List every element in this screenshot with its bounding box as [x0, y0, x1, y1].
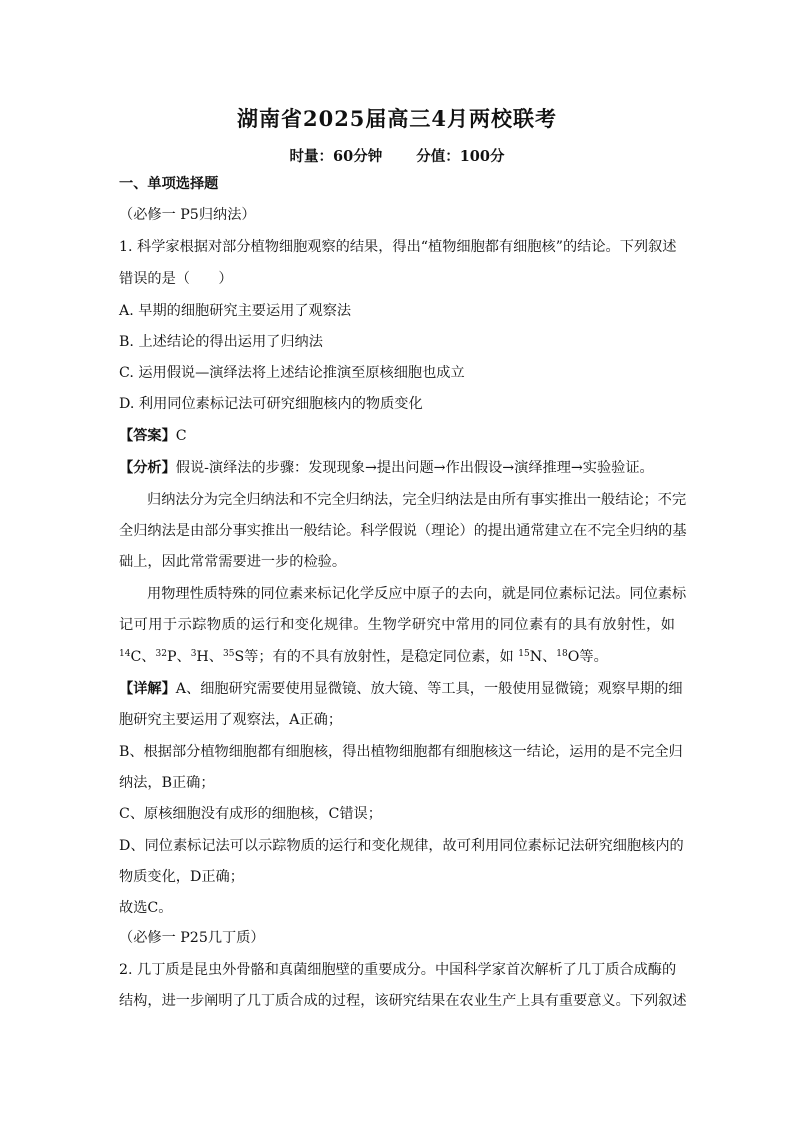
q1-analysis-p3-line-2: 记可用于示踪物质的运行和变化规律。生物学研究中常用的同位素有的具有放射性，如 — [119, 617, 675, 633]
q1-answer — [119, 427, 675, 445]
q1-analysis-line-1 — [119, 459, 675, 477]
q1-detail-line-7: 物质变化，D正确； — [119, 869, 244, 885]
answer-value: C — [175, 428, 187, 444]
c-symbol: C、 — [130, 649, 156, 665]
q2-stem-line-2: 结构，进一步阐明了几丁质合成的过程，该研究结果在农业生产上具有重要意义。下列叙述 — [119, 993, 687, 1009]
section-heading: 一、单项选择题 — [119, 176, 219, 192]
q2-source: （必修一 P25几丁质） — [119, 930, 265, 946]
q1-conclusion: 故选C。 — [119, 900, 173, 916]
exam-score: 分值：100分 — [416, 148, 505, 165]
detail-text: A、细胞研究需要使用显微镜、放大镜、等工具，一般使用显微镜；观察早期的细 — [175, 681, 683, 697]
n-mass: 15 — [518, 649, 530, 659]
q2-stem-line-1: 2. 几丁质是昆虫外骨骼和真菌细胞壁的重要成分。中国科学家首次解析了几丁质合成酶的 — [119, 962, 677, 978]
q1-detail-line-4: 纳法，B正确； — [119, 775, 215, 791]
c-mass: 14 — [119, 649, 131, 659]
n-symbol: N、 — [529, 649, 557, 665]
p-mass: 32 — [155, 649, 167, 659]
q1-isotope-line — [119, 648, 675, 666]
q1-option-c: C. 运用假说—演绎法将上述结论推演至原核细胞也成立 — [119, 365, 465, 381]
o-mass: 18 — [556, 649, 568, 659]
q1-source: （必修一 P5归纳法） — [119, 207, 256, 223]
q1-analysis-p2-line-1: 归纳法分为完全归纳法和不完全归纳法，完全归纳法是由所有事实推出一般结论；不完 — [147, 492, 687, 508]
q1-detail-line-6: D、同位素标记法可以示踪物质的运行和变化规律，故可利用同位素标记法研究细胞核内的 — [119, 838, 684, 854]
h-symbol: H、 — [196, 649, 223, 665]
detail-tag: 【详解】 — [119, 681, 176, 697]
q1-analysis-p2-line-3: 础上，因此常常需要进一步的检验。 — [119, 554, 347, 570]
q1-analysis-p3-line-1: 用物理性质特殊的同位素来标记化学反应中原子的去向，就是同位素标记法。同位素标 — [147, 586, 687, 602]
exam-meta — [0, 145, 794, 166]
exam-time: 时量：60分钟 — [289, 148, 383, 165]
s-symbol: S等；有的不具有放射性，是稳定同位素，如 — [234, 649, 519, 665]
answer-tag: 【答案】 — [119, 428, 176, 444]
q1-detail-line-3: B、根据部分植物细胞都有细胞核，得出植物细胞都有细胞核这一结论，运用的是不完全归 — [119, 744, 683, 760]
q1-analysis-p2-line-2: 全归纳法是由部分事实推出一般结论。科学假说（理论）的提出通常建立在不完全归纳的基 — [119, 523, 687, 539]
p-symbol: P、 — [166, 649, 191, 665]
q1-detail-line-5: C、原核细胞没有成形的细胞核，C错误； — [119, 806, 382, 822]
q1-option-d: D. 利用同位素标记法可研究细胞核内的物质变化 — [119, 396, 423, 412]
q1-stem-line-2: 错误的是（ ） — [119, 271, 233, 287]
q1-option-a: A. 早期的细胞研究主要运用了观察法 — [119, 303, 352, 319]
analysis-text: 假说-演绎法的步骤：发现现象→提出问题→作出假设→演绎推理→实验验证。 — [175, 460, 654, 476]
s-mass: 35 — [222, 649, 235, 659]
analysis-tag: 【分析】 — [119, 460, 176, 476]
h-mass: 3 — [190, 649, 197, 659]
q1-detail-line-2: 胞研究主要运用了观察法，A正确； — [119, 712, 343, 728]
page-title: 湖南省2025届高三4月两校联考 — [236, 106, 558, 131]
o-symbol: O等。 — [567, 649, 608, 665]
q1-option-b: B. 上述结论的得出运用了归纳法 — [119, 334, 323, 350]
q1-detail-line-1 — [119, 680, 683, 698]
q1-stem-line-1: 1. 科学家根据对部分植物细胞观察的结果，得出“植物细胞都有细胞核”的结论。下列叙述 — [119, 239, 677, 255]
